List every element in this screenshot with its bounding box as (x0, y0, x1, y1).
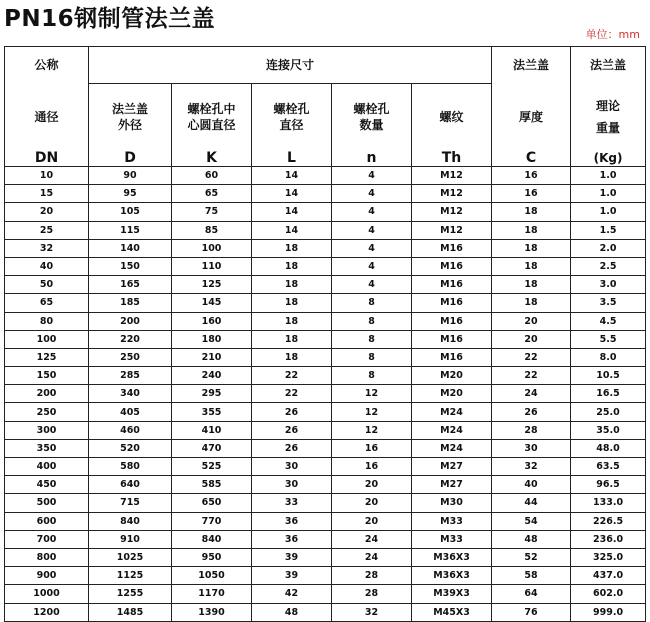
cell-outer-diameter: 580 (89, 458, 172, 476)
sym-th: Th (412, 150, 492, 167)
cell-thread: M33 (412, 512, 492, 530)
cell-outer-diameter: 95 (89, 185, 172, 203)
cell-bolt-hole-count: 8 (332, 294, 412, 312)
table-row (5, 348, 646, 366)
cell-dn: 1000 (5, 585, 89, 603)
table-row (5, 567, 646, 585)
cell-outer-diameter: 90 (89, 167, 172, 185)
table-row (5, 603, 646, 621)
cell-bolt-circle: 770 (172, 512, 252, 530)
cell-dn: 40 (5, 257, 89, 275)
cell-weight: 1.5 (571, 221, 646, 239)
table-row (5, 367, 646, 385)
cell-bolt-circle: 470 (172, 439, 252, 457)
cell-thickness: 18 (492, 276, 571, 294)
cell-thickness: 18 (492, 221, 571, 239)
cell-thickness: 16 (492, 167, 571, 185)
table-row (5, 221, 646, 239)
cell-thread: M16 (412, 276, 492, 294)
cell-bolt-hole-count: 4 (332, 276, 412, 294)
cell-bolt-hole-count: 20 (332, 476, 412, 494)
cell-thickness: 32 (492, 458, 571, 476)
cell-thread: M39X3 (412, 585, 492, 603)
cell-bolt-hole-diameter: 39 (252, 548, 332, 566)
cell-outer-diameter: 715 (89, 494, 172, 512)
table-row (5, 548, 646, 566)
cell-outer-diameter: 840 (89, 512, 172, 530)
cell-bolt-circle: 295 (172, 385, 252, 403)
cell-bolt-hole-count: 4 (332, 167, 412, 185)
cell-weight: 2.0 (571, 239, 646, 257)
cell-bolt-hole-count: 4 (332, 239, 412, 257)
cell-dn: 200 (5, 385, 89, 403)
cell-outer-diameter: 340 (89, 385, 172, 403)
cell-thread: M36X3 (412, 567, 492, 585)
table-row (5, 185, 646, 203)
cell-dn: 300 (5, 421, 89, 439)
header-thread: 螺纹 (412, 84, 492, 151)
cell-bolt-circle: 240 (172, 367, 252, 385)
table-row (5, 403, 646, 421)
table-row (5, 312, 646, 330)
cell-outer-diameter: 520 (89, 439, 172, 457)
cell-weight: 5.5 (571, 330, 646, 348)
table-row (5, 530, 646, 548)
cell-bolt-hole-diameter: 18 (252, 348, 332, 366)
cell-thread: M12 (412, 221, 492, 239)
cell-bolt-hole-diameter: 26 (252, 439, 332, 457)
table-row (5, 276, 646, 294)
cell-bolt-hole-diameter: 14 (252, 185, 332, 203)
cell-dn: 15 (5, 185, 89, 203)
cell-outer-diameter: 150 (89, 257, 172, 275)
cell-weight: 437.0 (571, 567, 646, 585)
cell-thickness: 16 (492, 185, 571, 203)
cell-bolt-hole-count: 28 (332, 567, 412, 585)
cell-outer-diameter: 640 (89, 476, 172, 494)
cell-thickness: 64 (492, 585, 571, 603)
cell-weight: 10.5 (571, 367, 646, 385)
cell-thickness: 44 (492, 494, 571, 512)
cell-bolt-hole-diameter: 26 (252, 421, 332, 439)
cell-thickness: 20 (492, 312, 571, 330)
cell-outer-diameter: 140 (89, 239, 172, 257)
cell-weight: 133.0 (571, 494, 646, 512)
cell-bolt-hole-count: 12 (332, 421, 412, 439)
cell-outer-diameter: 165 (89, 276, 172, 294)
cell-thread: M24 (412, 439, 492, 457)
cell-thickness: 18 (492, 203, 571, 221)
cell-outer-diameter: 220 (89, 330, 172, 348)
cell-bolt-hole-diameter: 48 (252, 603, 332, 621)
cell-weight: 48.0 (571, 439, 646, 457)
cell-bolt-hole-diameter: 36 (252, 512, 332, 530)
cell-bolt-hole-diameter: 18 (252, 239, 332, 257)
table-body (5, 167, 646, 622)
cell-outer-diameter: 910 (89, 530, 172, 548)
cell-dn: 400 (5, 458, 89, 476)
table-row (5, 439, 646, 457)
cell-dn: 800 (5, 548, 89, 566)
cell-bolt-hole-diameter: 33 (252, 494, 332, 512)
cell-bolt-hole-diameter: 30 (252, 476, 332, 494)
cell-outer-diameter: 405 (89, 403, 172, 421)
cell-dn: 10 (5, 167, 89, 185)
cell-weight: 8.0 (571, 348, 646, 366)
cell-thread: M16 (412, 257, 492, 275)
cell-bolt-circle: 355 (172, 403, 252, 421)
cell-dn: 350 (5, 439, 89, 457)
cell-bolt-hole-count: 16 (332, 458, 412, 476)
cell-bolt-hole-count: 8 (332, 348, 412, 366)
cell-thread: M45X3 (412, 603, 492, 621)
cell-thread: M36X3 (412, 548, 492, 566)
cell-thickness: 48 (492, 530, 571, 548)
cell-thickness: 30 (492, 439, 571, 457)
cell-bolt-circle: 1390 (172, 603, 252, 621)
cell-weight: 35.0 (571, 421, 646, 439)
header-bolt-circle: 螺栓孔中 心圆直径 (172, 84, 252, 151)
cell-thread: M16 (412, 312, 492, 330)
cell-thread: M12 (412, 185, 492, 203)
flange-spec-table (4, 46, 646, 622)
sym-kg: (Kg) (571, 150, 646, 167)
cell-bolt-hole-count: 8 (332, 367, 412, 385)
cell-thread: M12 (412, 167, 492, 185)
header-nominal-top: 公称 (5, 47, 89, 84)
cell-bolt-circle: 110 (172, 257, 252, 275)
cell-bolt-hole-diameter: 39 (252, 567, 332, 585)
cell-thickness: 52 (492, 548, 571, 566)
cell-outer-diameter: 200 (89, 312, 172, 330)
cell-bolt-circle: 650 (172, 494, 252, 512)
cell-bolt-hole-diameter: 14 (252, 167, 332, 185)
cell-thickness: 76 (492, 603, 571, 621)
table-row (5, 203, 646, 221)
cell-thread: M30 (412, 494, 492, 512)
cell-dn: 900 (5, 567, 89, 585)
table-row (5, 494, 646, 512)
cell-weight: 96.5 (571, 476, 646, 494)
cell-bolt-hole-diameter: 22 (252, 385, 332, 403)
cell-dn: 65 (5, 294, 89, 312)
cell-thread: M24 (412, 403, 492, 421)
cell-weight: 2.5 (571, 257, 646, 275)
cell-dn: 1200 (5, 603, 89, 621)
cell-thread: M27 (412, 458, 492, 476)
cell-thickness: 18 (492, 257, 571, 275)
cell-dn: 450 (5, 476, 89, 494)
cell-bolt-hole-diameter: 22 (252, 367, 332, 385)
cell-thickness: 18 (492, 294, 571, 312)
table-row (5, 476, 646, 494)
cell-bolt-hole-diameter: 14 (252, 203, 332, 221)
cell-bolt-hole-diameter: 18 (252, 276, 332, 294)
cell-bolt-hole-diameter: 30 (252, 458, 332, 476)
page-title: PN16钢制管法兰盖 (4, 6, 216, 32)
cell-bolt-circle: 585 (172, 476, 252, 494)
table-row (5, 294, 646, 312)
header-bolt-hole-diameter: 螺栓孔 直径 (252, 84, 332, 151)
cell-bolt-hole-count: 12 (332, 403, 412, 421)
sym-k: K (172, 150, 252, 167)
cell-bolt-hole-count: 8 (332, 312, 412, 330)
cell-bolt-hole-diameter: 26 (252, 403, 332, 421)
cell-weight: 63.5 (571, 458, 646, 476)
header-weight-top: 法兰盖 (571, 47, 646, 84)
table-row (5, 239, 646, 257)
cell-thickness: 22 (492, 367, 571, 385)
sym-dn: DN (5, 150, 89, 167)
cell-thread: M20 (412, 367, 492, 385)
cell-dn: 125 (5, 348, 89, 366)
cell-dn: 150 (5, 367, 89, 385)
cell-outer-diameter: 285 (89, 367, 172, 385)
cell-bolt-hole-diameter: 14 (252, 221, 332, 239)
cell-bolt-circle: 210 (172, 348, 252, 366)
table-row (5, 512, 646, 530)
cell-bolt-hole-count: 12 (332, 385, 412, 403)
cell-bolt-hole-diameter: 18 (252, 330, 332, 348)
cell-thread: M16 (412, 294, 492, 312)
cell-thread: M16 (412, 348, 492, 366)
cell-thread: M16 (412, 330, 492, 348)
table-row (5, 385, 646, 403)
sym-d: D (89, 150, 172, 167)
cell-bolt-circle: 145 (172, 294, 252, 312)
cell-weight: 602.0 (571, 585, 646, 603)
cell-dn: 500 (5, 494, 89, 512)
cell-thickness: 22 (492, 348, 571, 366)
cell-bolt-hole-count: 32 (332, 603, 412, 621)
cell-bolt-circle: 125 (172, 276, 252, 294)
cell-bolt-hole-diameter: 18 (252, 312, 332, 330)
cell-weight: 999.0 (571, 603, 646, 621)
cell-bolt-hole-count: 8 (332, 330, 412, 348)
cell-thread: M24 (412, 421, 492, 439)
cell-dn: 25 (5, 221, 89, 239)
header-connection: 连接尺寸 (89, 47, 492, 84)
cell-weight: 236.0 (571, 530, 646, 548)
sym-l: L (252, 150, 332, 167)
cell-bolt-hole-diameter: 36 (252, 530, 332, 548)
cell-dn: 32 (5, 239, 89, 257)
cell-outer-diameter: 1255 (89, 585, 172, 603)
cell-weight: 325.0 (571, 548, 646, 566)
cell-thickness: 28 (492, 421, 571, 439)
cell-weight: 16.5 (571, 385, 646, 403)
cell-bolt-hole-count: 24 (332, 530, 412, 548)
header-thickness: 厚度 (492, 84, 571, 151)
cell-dn: 100 (5, 330, 89, 348)
header-thickness-top: 法兰盖 (492, 47, 571, 84)
cell-bolt-hole-count: 4 (332, 203, 412, 221)
unit-label: 单位：mm (585, 28, 640, 41)
cell-bolt-circle: 75 (172, 203, 252, 221)
cell-bolt-hole-count: 20 (332, 512, 412, 530)
cell-thickness: 20 (492, 330, 571, 348)
cell-bolt-circle: 525 (172, 458, 252, 476)
cell-bolt-circle: 410 (172, 421, 252, 439)
cell-weight: 4.5 (571, 312, 646, 330)
cell-dn: 50 (5, 276, 89, 294)
cell-bolt-hole-count: 4 (332, 257, 412, 275)
cell-thread: M33 (412, 530, 492, 548)
cell-outer-diameter: 1025 (89, 548, 172, 566)
cell-bolt-hole-count: 16 (332, 439, 412, 457)
cell-outer-diameter: 460 (89, 421, 172, 439)
cell-thread: M16 (412, 239, 492, 257)
cell-bolt-circle: 840 (172, 530, 252, 548)
header-outer-diameter: 法兰盖 外径 (89, 84, 172, 151)
cell-dn: 700 (5, 530, 89, 548)
cell-thickness: 58 (492, 567, 571, 585)
table-row (5, 167, 646, 185)
cell-outer-diameter: 105 (89, 203, 172, 221)
table-row (5, 458, 646, 476)
cell-bolt-circle: 1050 (172, 567, 252, 585)
sym-n: n (332, 150, 412, 167)
cell-weight: 3.0 (571, 276, 646, 294)
cell-bolt-circle: 160 (172, 312, 252, 330)
cell-bolt-hole-count: 4 (332, 221, 412, 239)
cell-weight: 1.0 (571, 185, 646, 203)
cell-bolt-hole-diameter: 18 (252, 257, 332, 275)
cell-dn: 80 (5, 312, 89, 330)
table-row (5, 585, 646, 603)
cell-bolt-circle: 65 (172, 185, 252, 203)
cell-weight: 3.5 (571, 294, 646, 312)
cell-weight: 226.5 (571, 512, 646, 530)
cell-thickness: 24 (492, 385, 571, 403)
cell-thickness: 40 (492, 476, 571, 494)
cell-weight: 1.0 (571, 203, 646, 221)
cell-outer-diameter: 1485 (89, 603, 172, 621)
table-row (5, 421, 646, 439)
cell-bolt-hole-diameter: 18 (252, 294, 332, 312)
cell-bolt-circle: 950 (172, 548, 252, 566)
cell-bolt-hole-count: 4 (332, 185, 412, 203)
table-row (5, 330, 646, 348)
cell-bolt-circle: 100 (172, 239, 252, 257)
cell-thickness: 18 (492, 239, 571, 257)
cell-thread: M12 (412, 203, 492, 221)
cell-weight: 25.0 (571, 403, 646, 421)
cell-outer-diameter: 185 (89, 294, 172, 312)
cell-bolt-hole-count: 20 (332, 494, 412, 512)
cell-bolt-circle: 85 (172, 221, 252, 239)
cell-bolt-circle: 180 (172, 330, 252, 348)
cell-dn: 250 (5, 403, 89, 421)
cell-bolt-circle: 1170 (172, 585, 252, 603)
cell-bolt-hole-count: 24 (332, 548, 412, 566)
header-bolt-hole-count: 螺栓孔 数量 (332, 84, 412, 151)
cell-thickness: 26 (492, 403, 571, 421)
cell-dn: 20 (5, 203, 89, 221)
table-row (5, 257, 646, 275)
cell-bolt-hole-count: 28 (332, 585, 412, 603)
sym-c: C (492, 150, 571, 167)
header-weight: 理论 重量 (571, 84, 646, 151)
cell-thickness: 54 (492, 512, 571, 530)
cell-dn: 600 (5, 512, 89, 530)
cell-outer-diameter: 250 (89, 348, 172, 366)
header-nominal-mid: 通径 (5, 84, 89, 151)
cell-weight: 1.0 (571, 167, 646, 185)
cell-thread: M20 (412, 385, 492, 403)
cell-outer-diameter: 1125 (89, 567, 172, 585)
cell-bolt-circle: 60 (172, 167, 252, 185)
cell-outer-diameter: 115 (89, 221, 172, 239)
cell-bolt-hole-diameter: 42 (252, 585, 332, 603)
cell-thread: M27 (412, 476, 492, 494)
